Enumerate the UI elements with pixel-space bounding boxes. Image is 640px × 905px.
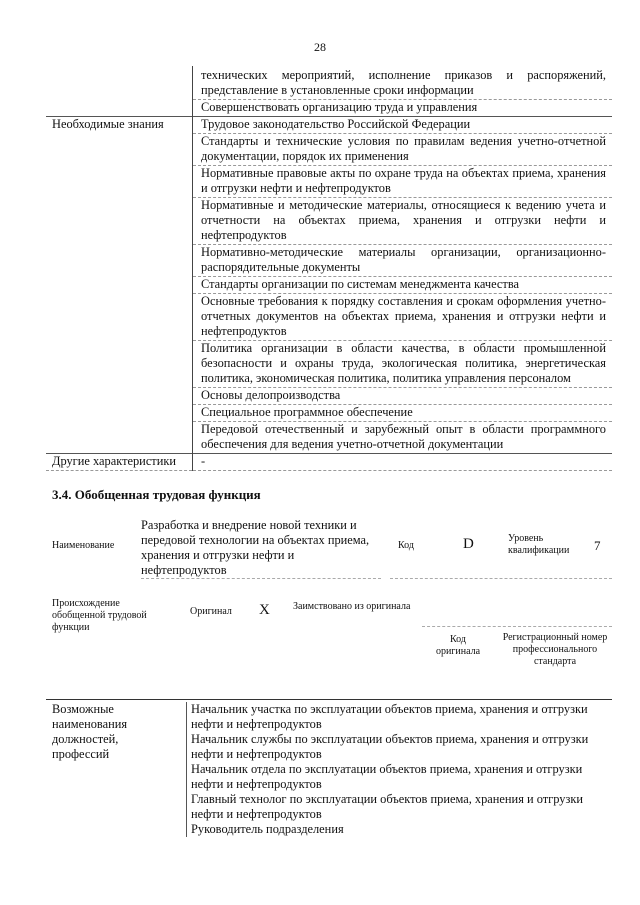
page-number: 28 [314, 40, 326, 54]
knowledge-item: технических мероприятий, исполнение приказов и распоряжений, представление в установленные сроки информации [193, 66, 613, 100]
position-item: Начальник службы по эксплуатации объектов приема, хранения и отгрузки нефти и нефтепродуктов [191, 732, 589, 761]
knowledge-item: Стандарты и технические условия по правилам ведения учетно-отчетной документации, порядок их применения [193, 134, 613, 166]
registration-number-label: Регистрационный номер профессионального стандарта [502, 632, 608, 667]
knowledge-item: Совершенствовать организацию труда и управления [193, 100, 613, 117]
positions-table [46, 699, 612, 836]
knowledge-item: Специальное программное обеспечение [193, 405, 613, 422]
knowledge-item: Передовой отечественный и зарубежный опыт в области программного обеспечения для ведения учетно-отчетной документации [193, 422, 613, 454]
code-original-label: Код оригинала [435, 634, 481, 657]
knowledge-item: Нормативно-методические материалы организации, организационно-распорядительные документы [193, 245, 613, 277]
qualification-level-label: Уровень квалификации [508, 533, 570, 556]
code-value: D [463, 536, 474, 552]
code-label: Код [398, 540, 414, 551]
table-row-label [46, 66, 193, 100]
divider [390, 578, 612, 579]
divider [141, 578, 381, 579]
position-item: Начальник отдела по эксплуатации объектов приема, хранения и отгрузки нефти и нефтепродуктов [191, 762, 583, 791]
positions-label: Возможные наименования должностей, профессий [52, 702, 128, 761]
function-name: Разработка и внедрение новой техники и передовой технологии на объектах приема, хранения и отгрузки нефти и нефтепродуктов [141, 518, 370, 577]
name-label: Наименование [52, 540, 115, 551]
required-knowledge-label: Необходимые знания [46, 117, 193, 134]
original-label: Оригинал [190, 606, 232, 617]
knowledge-item: Основы делопроизводства [193, 388, 613, 405]
knowledge-item: Нормативные и методические материалы, относящиеся к ведению учета и отчетности на объектах приема, хранения и отгрузки нефти и нефтепродуктов [193, 198, 613, 245]
position-item: Главный технолог по эксплуатации объектов приема, хранения и отгрузки нефти и нефтепродуктов [191, 792, 584, 821]
knowledge-item: Основные требования к порядку составления и срокам оформления учетно-отчетных документов на объектах приема, хранения и отгрузки нефти и нефтепродуктов [193, 294, 613, 341]
position-item: Начальник участка по эксплуатации объектов приема, хранения и отгрузки нефти и нефтепродуктов [191, 702, 588, 731]
divider [422, 626, 612, 627]
knowledge-item: Политика организации в области качества, в области промышленной безопасности и охраны труда, экологическая политика, энергетическая политика, экономическая политика, политика управления персоналом [193, 341, 613, 388]
other-characteristics-value: - [193, 454, 613, 471]
original-mark: X [259, 602, 270, 618]
knowledge-item: Трудовое законодательство Российской Федерации [193, 117, 613, 134]
borrowed-label: Заимствовано из оригинала [293, 601, 411, 612]
section-title: 3.4. Обобщенная трудовая функция [52, 487, 261, 502]
origin-label: Происхождение обобщенной трудовой функции [52, 598, 147, 633]
position-item: Руководитель подразделения [191, 822, 344, 836]
other-characteristics-label: Другие характеристики [46, 454, 193, 471]
knowledge-table [46, 66, 612, 471]
qualification-level-value: 7 [594, 538, 601, 553]
knowledge-item: Стандарты организации по системам менеджмента качества [193, 277, 613, 294]
knowledge-item: Нормативные правовые акты по охране труда на объектах приема, хранения и отгрузки нефти и нефтепродуктов [193, 166, 613, 198]
positions-list [186, 702, 611, 837]
